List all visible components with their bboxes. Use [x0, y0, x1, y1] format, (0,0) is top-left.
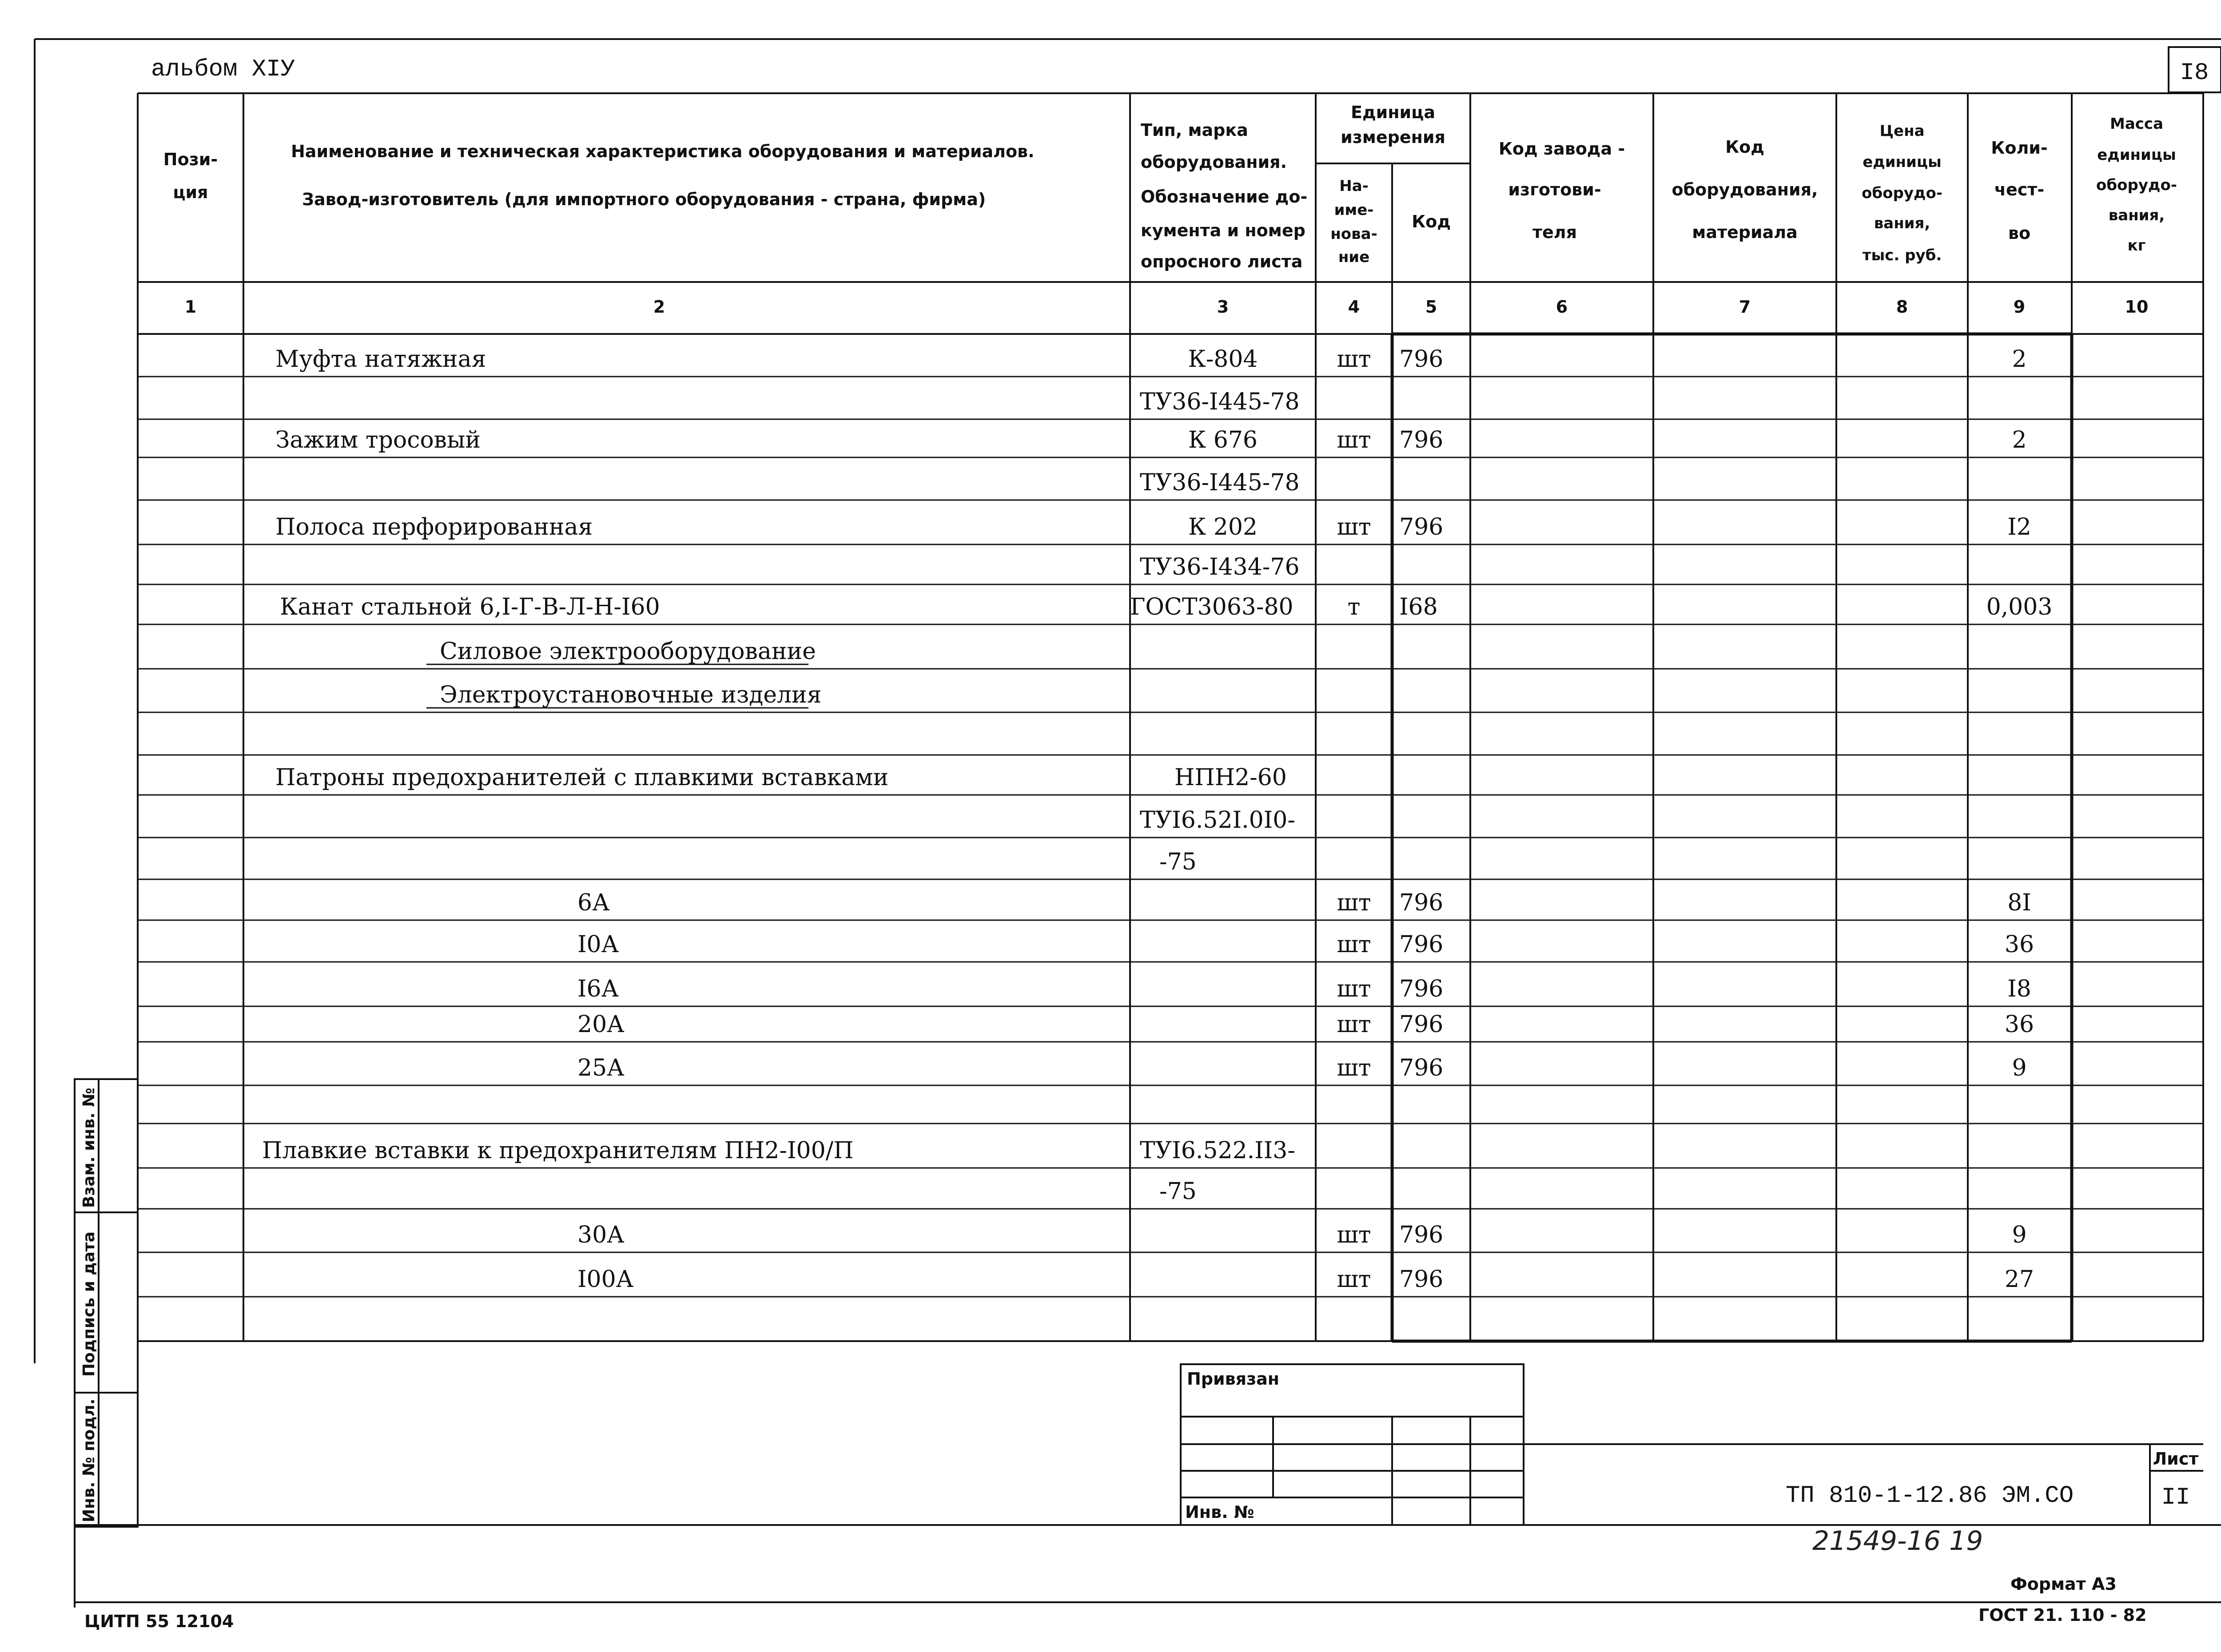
- handwritten-number: 21549-16 19: [1812, 1525, 1983, 1557]
- header-type-2: оборудования.: [1141, 152, 1287, 172]
- item-unit: шт: [1337, 1055, 1371, 1081]
- item-quantity: 36: [2004, 931, 2034, 958]
- item-unit: шт: [1337, 346, 1371, 373]
- column-number: 10: [2125, 297, 2149, 317]
- item-unit-code: 796: [1399, 890, 1444, 916]
- header-position-2: ция: [173, 183, 208, 202]
- header-quantity-2: чест-: [1994, 180, 2045, 199]
- header-price-4: вания,: [1874, 214, 1930, 232]
- table-body: [262, 346, 2052, 1293]
- item-type: К 202: [1188, 514, 1258, 540]
- item-type: ТУ36-I445-78: [1140, 469, 1300, 496]
- header-equipment-code-2: оборудования,: [1672, 180, 1818, 199]
- item-quantity: 8I: [2007, 890, 2031, 916]
- item-quantity: 36: [2004, 1011, 2034, 1038]
- header-mass-4: вания,: [2108, 206, 2165, 224]
- column-numbers: [185, 297, 2149, 317]
- attached-label: Привязан: [1187, 1369, 1280, 1389]
- table-row: [275, 764, 1287, 791]
- side-label-signature: Подпись и дата: [80, 1231, 98, 1377]
- column-number: 8: [1896, 297, 1908, 317]
- column-number: 5: [1425, 297, 1437, 317]
- item-quantity: 0,003: [1986, 594, 2053, 620]
- header-manufacturer-code-1: Код завода -: [1498, 139, 1625, 159]
- header-unit-1: Единица: [1351, 103, 1435, 122]
- item-unit-code: 796: [1399, 346, 1444, 373]
- table-row: [577, 976, 2031, 1002]
- item-unit-code: 796: [1399, 514, 1444, 540]
- item-quantity: 2: [2012, 427, 2027, 453]
- footer-format: Формат А3: [2010, 1574, 2117, 1594]
- table-row: [1140, 469, 1300, 496]
- column-number: 6: [1556, 297, 1568, 317]
- page-number: I8: [2180, 60, 2209, 87]
- item-unit-code: 796: [1399, 931, 1444, 958]
- item-unit: шт: [1337, 1222, 1371, 1248]
- item-quantity: 2: [2012, 346, 2027, 373]
- header-quantity-1: Коли-: [1991, 138, 2048, 158]
- item-name: I0А: [577, 931, 619, 958]
- item-type: НПН2-60: [1174, 764, 1287, 791]
- header-quantity-3: во: [2008, 223, 2031, 243]
- item-type: ТУI6.52I.0I0-: [1140, 807, 1295, 834]
- table-row: [262, 1137, 1295, 1164]
- header-unit-name-1: На-: [1339, 177, 1369, 195]
- header-type-4: кумента и номер: [1141, 221, 1306, 240]
- header-equipment-code-3: материала: [1692, 222, 1798, 242]
- table-row: [577, 1011, 2034, 1038]
- table-row: [1140, 389, 1300, 415]
- column-number: 4: [1348, 297, 1360, 317]
- item-quantity: 9: [2012, 1055, 2027, 1081]
- header-manufacturer-code-2: изготови-: [1508, 180, 1601, 199]
- item-unit: шт: [1337, 976, 1371, 1002]
- item-name: Плавкие вставки к предохранителям ПН2-I00/П: [262, 1137, 854, 1164]
- column-number: 1: [184, 297, 197, 317]
- table-row: [1140, 554, 1300, 580]
- item-name: 25А: [577, 1055, 625, 1081]
- header-unit-name-4: ние: [1338, 248, 1370, 266]
- item-unit-code: 796: [1399, 976, 1444, 1002]
- table-row: [275, 346, 2027, 373]
- header-unit-2: измерения: [1341, 127, 1445, 147]
- item-unit-code: I68: [1399, 594, 1438, 620]
- header-type-3: Обозначение до-: [1141, 187, 1308, 206]
- item-type: ТУ36-I445-78: [1140, 389, 1300, 415]
- item-type: -75: [1159, 849, 1197, 875]
- item-unit-code: 796: [1399, 1222, 1444, 1248]
- album-title: альбом XIУ: [151, 56, 295, 83]
- item-type: К 676: [1188, 427, 1258, 453]
- footer-org: ЦИТП 55 12104: [84, 1612, 234, 1631]
- sheet-label: Лист: [2153, 1449, 2199, 1469]
- table-row: [275, 514, 2031, 540]
- header-price-2: единицы: [1863, 153, 1942, 171]
- header-price-1: Цена: [1879, 122, 1925, 140]
- column-number: 2: [653, 297, 665, 317]
- table-row: [577, 1222, 2027, 1248]
- item-unit: шт: [1337, 890, 1371, 916]
- item-name: 20А: [577, 1011, 625, 1038]
- table-row: [577, 890, 2031, 916]
- header-name-2: Завод-изготовитель (для импортного оборудования - страна, фирма): [302, 190, 986, 209]
- header-equipment-code-1: Код: [1725, 137, 1764, 157]
- sheet-number: II: [2161, 1484, 2190, 1511]
- item-type: К-804: [1188, 346, 1258, 373]
- item-quantity: 27: [2004, 1266, 2034, 1293]
- item-unit: шт: [1337, 1266, 1371, 1293]
- header-name-1: Наименование и техническая характеристика оборудования и материалов.: [291, 142, 1035, 161]
- item-unit-code: 796: [1399, 1055, 1444, 1081]
- item-unit: шт: [1337, 514, 1371, 540]
- item-unit-code: 796: [1399, 1266, 1444, 1293]
- item-quantity: I2: [2007, 514, 2031, 540]
- item-name: Зажим тросовый: [275, 427, 481, 453]
- item-name: Патроны предохранителей с плавкими вставками: [275, 764, 889, 791]
- item-unit: шт: [1337, 931, 1371, 958]
- column-number: 7: [1739, 297, 1751, 317]
- item-unit-code: 796: [1399, 427, 1444, 453]
- header-manufacturer-code-3: теля: [1532, 222, 1577, 242]
- item-type: -75: [1159, 1178, 1197, 1205]
- header-unit-code: Код: [1412, 212, 1451, 231]
- table-row: [1159, 1178, 1197, 1205]
- item-name: Канат стальной 6,I-Г-В-Л-Н-I60: [280, 594, 660, 620]
- table-row: [275, 427, 2027, 453]
- item-unit-code: 796: [1399, 1011, 1444, 1038]
- item-type: ГОСТ3063-80: [1130, 594, 1294, 620]
- item-quantity: I8: [2007, 976, 2031, 1002]
- item-name: Муфта натяжная: [275, 346, 486, 373]
- table-row: [577, 1055, 2027, 1081]
- table-row: [577, 1266, 2034, 1293]
- side-stamp: [75, 1079, 138, 1527]
- header-unit-name-2: име-: [1334, 201, 1374, 219]
- inventory-number-label: Инв. №: [1185, 1502, 1254, 1522]
- table-row: [280, 594, 2052, 620]
- side-label-replacement: Взам. инв. №: [80, 1088, 98, 1208]
- frame: [35, 39, 2221, 1608]
- item-type: ТУI6.522.II3-: [1140, 1137, 1295, 1164]
- header-type-1: Тип, марка: [1141, 120, 1248, 140]
- table-row: [426, 638, 816, 665]
- table-row: [577, 931, 2034, 958]
- item-name: Полоса перфорированная: [275, 514, 593, 540]
- item-unit: т: [1347, 594, 1361, 620]
- header-position-1: Пози-: [163, 150, 218, 169]
- header-price-5: тыс. руб.: [1862, 246, 1942, 264]
- document-code: ТП 810-1-12.86 ЭМ.СО: [1786, 1482, 2074, 1509]
- title-block: [1181, 1364, 2203, 1557]
- item-name: 6А: [577, 890, 610, 916]
- side-label-inventory: Инв. № подл.: [80, 1398, 98, 1522]
- column-number: 9: [2013, 297, 2026, 317]
- header-mass-5: кг: [2127, 237, 2146, 254]
- item-quantity: 9: [2012, 1222, 2027, 1248]
- item-name: Силовое электрооборудование: [440, 638, 816, 665]
- column-number: 3: [1217, 297, 1229, 317]
- item-unit: шт: [1337, 1011, 1371, 1038]
- header-mass-1: Масса: [2110, 115, 2164, 133]
- header-mass-2: единицы: [2097, 146, 2176, 164]
- header-type-5: опросного листа: [1141, 252, 1303, 271]
- table-header: [163, 103, 2177, 271]
- item-name: Электроустановочные изделия: [440, 682, 822, 708]
- header-mass-3: оборудо-: [2096, 176, 2177, 194]
- table-row: [426, 682, 822, 708]
- footer-standard: ГОСТ 21. 110 - 82: [1978, 1605, 2147, 1625]
- table-row: [1159, 849, 1197, 875]
- item-name: 30А: [577, 1222, 625, 1248]
- item-name: I6А: [577, 976, 619, 1002]
- item-unit: шт: [1337, 427, 1371, 453]
- item-name: I00А: [577, 1266, 634, 1293]
- header-price-3: оборудо-: [1862, 184, 1942, 202]
- item-type: ТУ36-I434-76: [1140, 554, 1300, 580]
- header-unit-name-3: нова-: [1330, 225, 1377, 243]
- table-row: [1140, 807, 1295, 834]
